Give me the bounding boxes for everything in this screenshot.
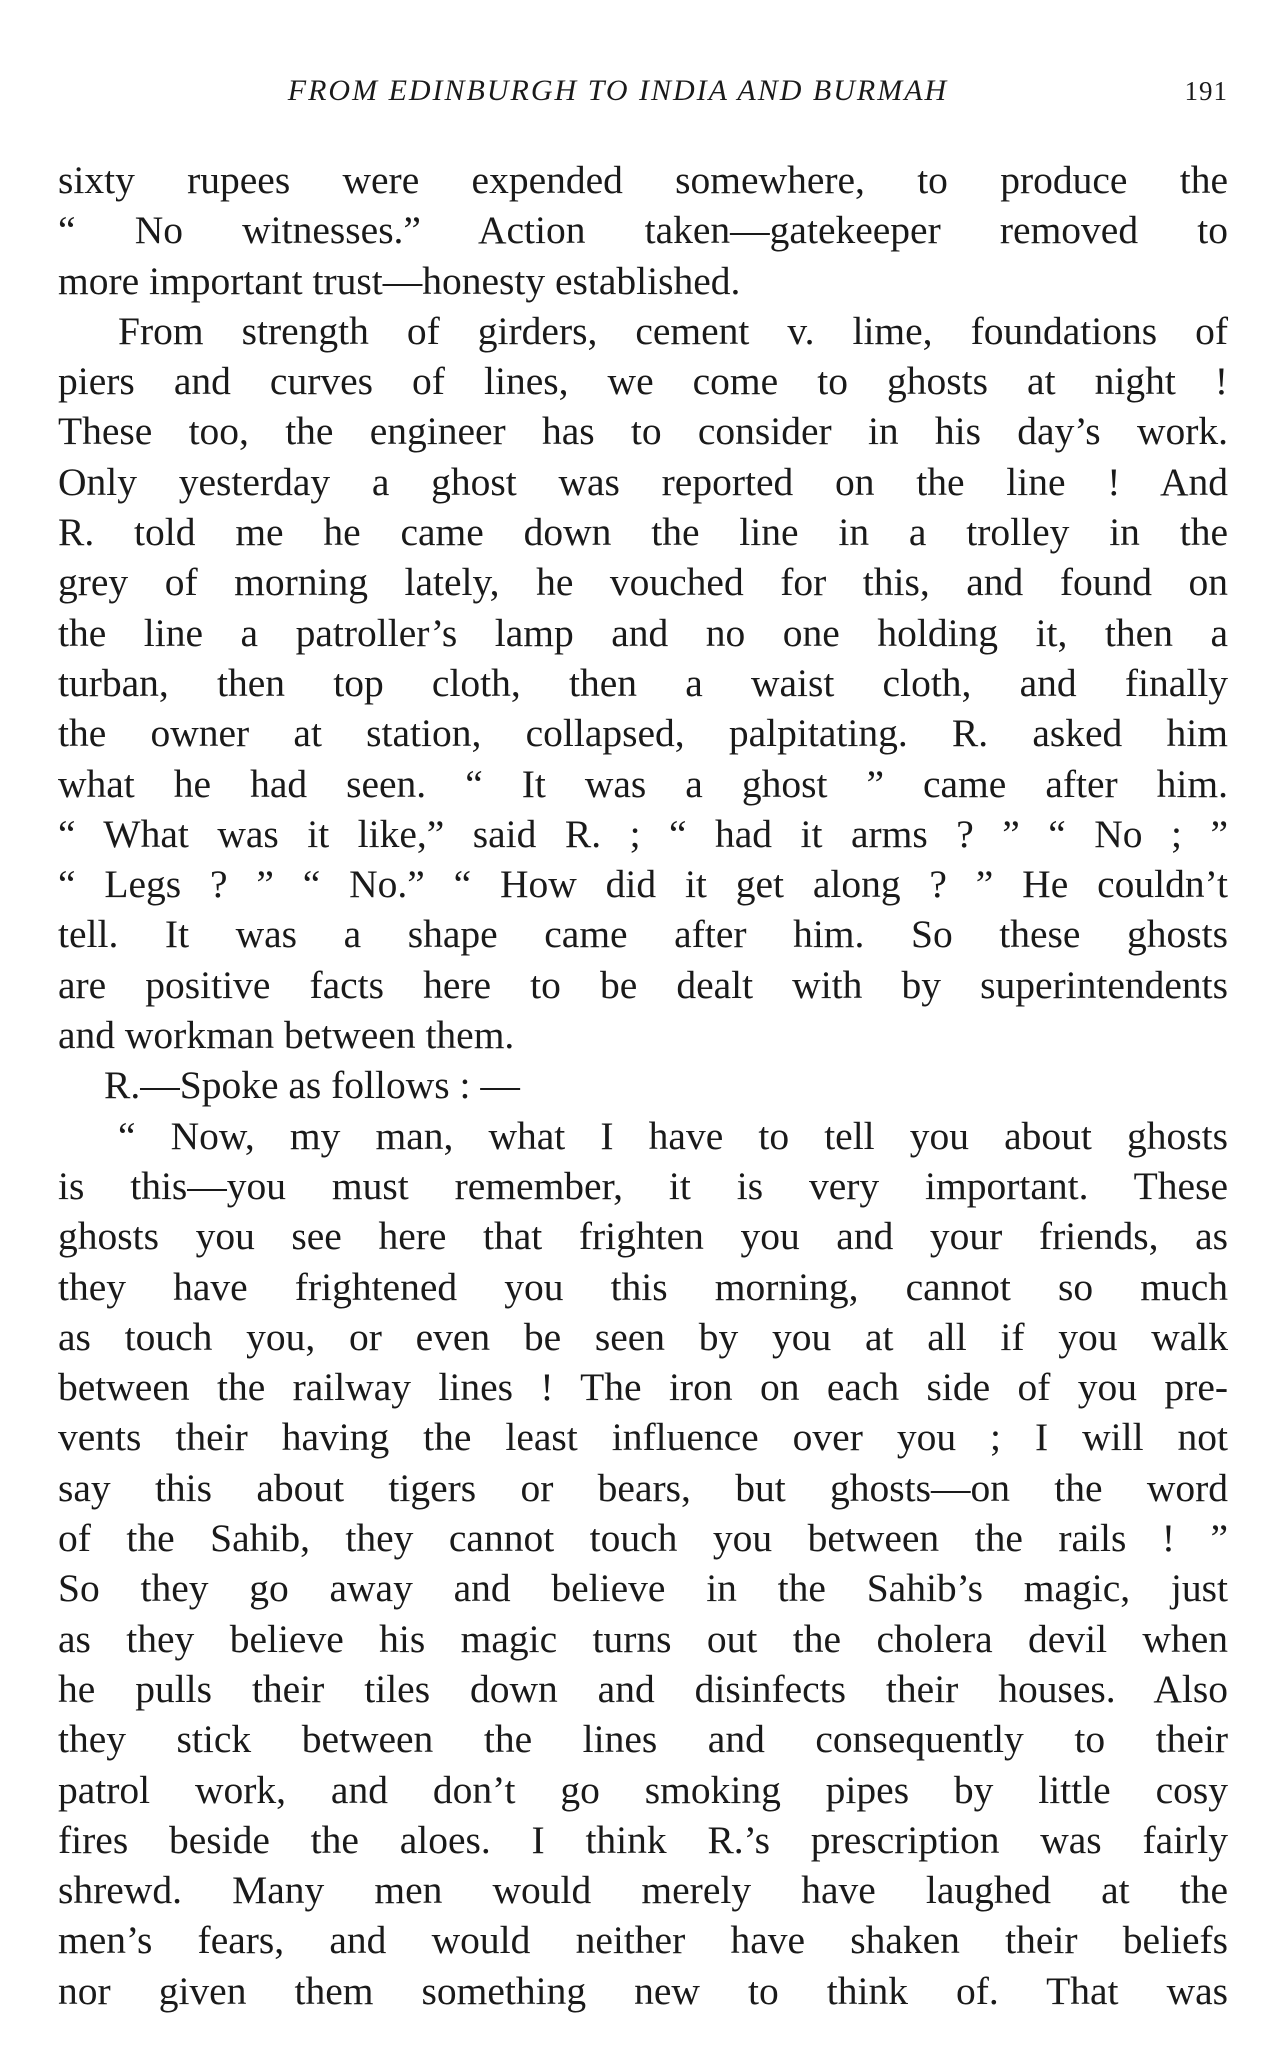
- text-line: the line a patroller’s lamp and no one holding it, then a: [58, 610, 1228, 655]
- text-line: he pulls their tiles down and disinfects their houses. Also: [58, 1666, 1228, 1711]
- text-line: sixty rupees were expended somewhere, to produce the: [58, 158, 1228, 202]
- text-line: they have frightened you this morning, cannot so much: [58, 1264, 1228, 1309]
- running-title: FROM EDINBURGH TO INDIA AND BURMAH: [287, 74, 949, 107]
- text-line: of the Sahib, they cannot touch you between the rails ! ”: [58, 1516, 1228, 1561]
- text-line: grey of morning lately, he vouched for this, and found on: [58, 560, 1228, 605]
- text-line: are positive facts here to be dealt with by superintendents: [58, 962, 1228, 1007]
- text-line: vents their having the least influence over you ; I will not: [58, 1415, 1228, 1460]
- text-line: “ Now, my man, what I have to tell you about ghosts: [118, 1113, 1228, 1158]
- text-line: “ Legs ? ” “ No.” “ How did it get along ? ” He couldn’t: [58, 862, 1228, 907]
- text-line: nor given them something new to think of. That was: [58, 1968, 1228, 2013]
- text-line: tell. It was a shape came after him. So these ghosts: [58, 912, 1228, 957]
- text-line: These too, the engineer has to consider in his day’s work.: [58, 409, 1228, 454]
- text-line: R.—Spoke as follows : —: [104, 1063, 520, 1108]
- text-line: the owner at station, collapsed, palpitating. R. asked him: [58, 711, 1228, 756]
- text-line: turban, then top cloth, then a waist cloth, and finally: [58, 660, 1228, 705]
- text-line: as they believe his magic turns out the cholera devil when: [58, 1616, 1228, 1661]
- text-line: as touch you, or even be seen by you at all if you walk: [58, 1314, 1228, 1359]
- text-line: piers and curves of lines, we come to ghosts at night !: [58, 359, 1228, 404]
- body-text: [58, 155, 1228, 2016]
- text-line: From strength of girders, cement v. lime, foundations of: [118, 308, 1228, 353]
- text-line: “ What was it like,” said R. ; “ had it arms ? ” “ No ; ”: [58, 811, 1228, 856]
- text-line: more important trust—honesty established.: [58, 258, 741, 303]
- text-line: what he had seen. “ It was a ghost ” came after him.: [58, 761, 1228, 806]
- text-line: between the railway lines ! The iron on each side of you pre-: [58, 1365, 1228, 1410]
- text-line: is this—you must remember, it is very important. These: [58, 1163, 1228, 1208]
- text-line: ghosts you see here that frighten you and your friends, as: [58, 1214, 1228, 1259]
- text-line: men’s fears, and would neither have shaken their beliefs: [58, 1918, 1228, 1963]
- text-line: patrol work, and don’t go smoking pipes by little cosy: [58, 1767, 1228, 1812]
- text-line: shrewd. Many men would merely have laughed at the: [58, 1868, 1228, 1913]
- text-line: say this about tigers or bears, but ghosts—on the word: [58, 1465, 1228, 1510]
- text-line: they stick between the lines and consequently to their: [58, 1717, 1228, 1762]
- book-page: [58, 74, 1228, 2016]
- text-line: R. told me he came down the line in a trolley in the: [58, 510, 1228, 555]
- text-line: So they go away and believe in the Sahib’s magic, just: [58, 1566, 1228, 1611]
- page-number: 191: [1184, 76, 1228, 106]
- running-head: [58, 74, 1228, 116]
- text-line: and workman between them.: [58, 1013, 515, 1058]
- text-line: fires beside the aloes. I think R.’s prescription was fairly: [58, 1817, 1228, 1862]
- text-line: “ No witnesses.” Action taken—gatekeeper removed to: [58, 208, 1228, 253]
- text-line: Only yesterday a ghost was reported on the line ! And: [58, 459, 1228, 504]
